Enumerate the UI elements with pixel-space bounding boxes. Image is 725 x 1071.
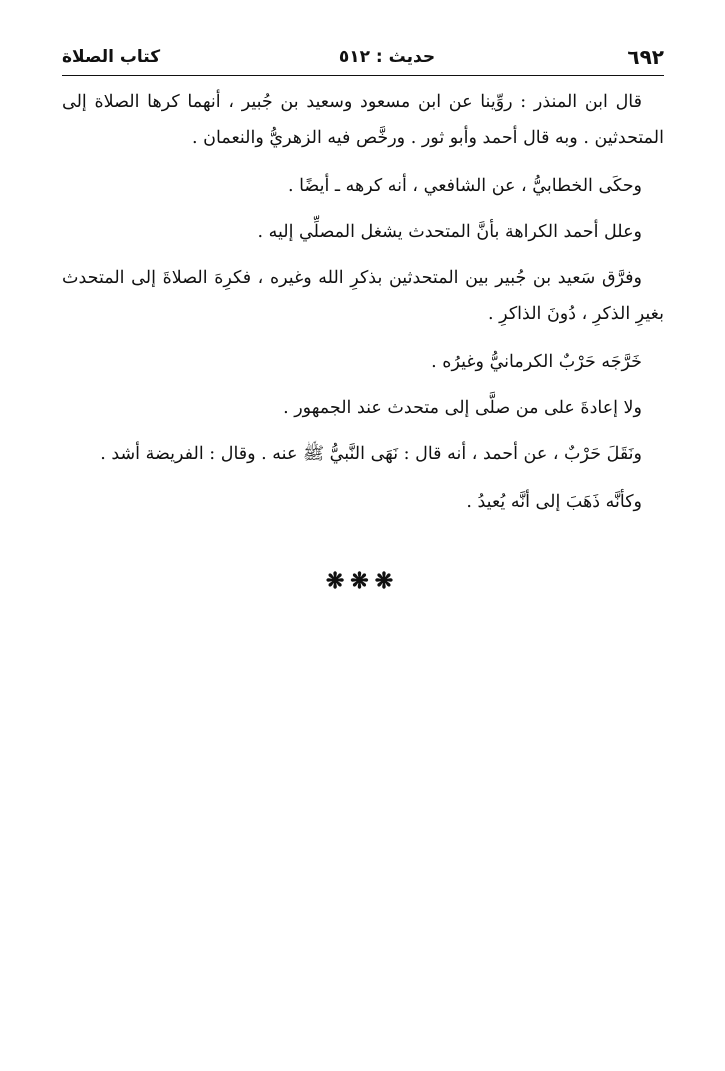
paragraph-al-khattabi: وحكَى الخطابيُّ ، عن الشافعي ، أنه كرهه ـ أيضًا . <box>287 176 642 196</box>
page-header <box>62 42 664 76</box>
hadith-reference: حديث : ٥١٢ <box>338 47 436 67</box>
paragraph-ibn-al-mundhir: قال ابن المنذر : روِّينا عن ابن مسعود وسعيد بن جُبير ، أنهما كرها الصلاة إلى المتحدثين . وبه قال أحمد وأبو ثور . ورخَّص فيه الزهريُّ والنعمان . <box>62 92 664 148</box>
section-divider: ❋❋❋ <box>325 568 400 594</box>
chapter-title: كتاب الصلاة <box>62 47 161 67</box>
paragraph-ahmad-reason: وعلل أحمد الكراهة بأنَّ المتحدث يشغل المصلِّي إليه . <box>257 222 642 242</box>
paragraph-repeat-view: وكأنَّه ذَهَبَ إلى أنَّه يُعيدُ . <box>466 492 642 512</box>
page-number: ٦٩٢ <box>627 45 664 69</box>
paragraph-harb-narration: ونَقَلَ حَرْبٌ ، عن أحمد ، أنه قال : نَهَى النَّبيُّ ﷺ عنه . وقال : الفريضة أشد . <box>100 444 642 464</box>
body-text <box>62 84 664 530</box>
header-rule <box>62 75 664 76</box>
paragraph-said-distinction: وفرَّق سَعيد بن جُبير بين المتحدثين بذكرِ الله وغيره ، فكرِهَ الصلاةَ إلى المتحدث بغيرِ الذكرِ ، دُونَ الذاكرِ . <box>62 268 664 324</box>
paragraph-no-repeat: ولا إعادةَ على من صلَّى إلى متحدث عند الجمهور . <box>283 398 642 418</box>
paragraph-harb-source: خَرَّجَه حَرْبٌ الكرمانيُّ وغيرُه . <box>431 352 642 372</box>
